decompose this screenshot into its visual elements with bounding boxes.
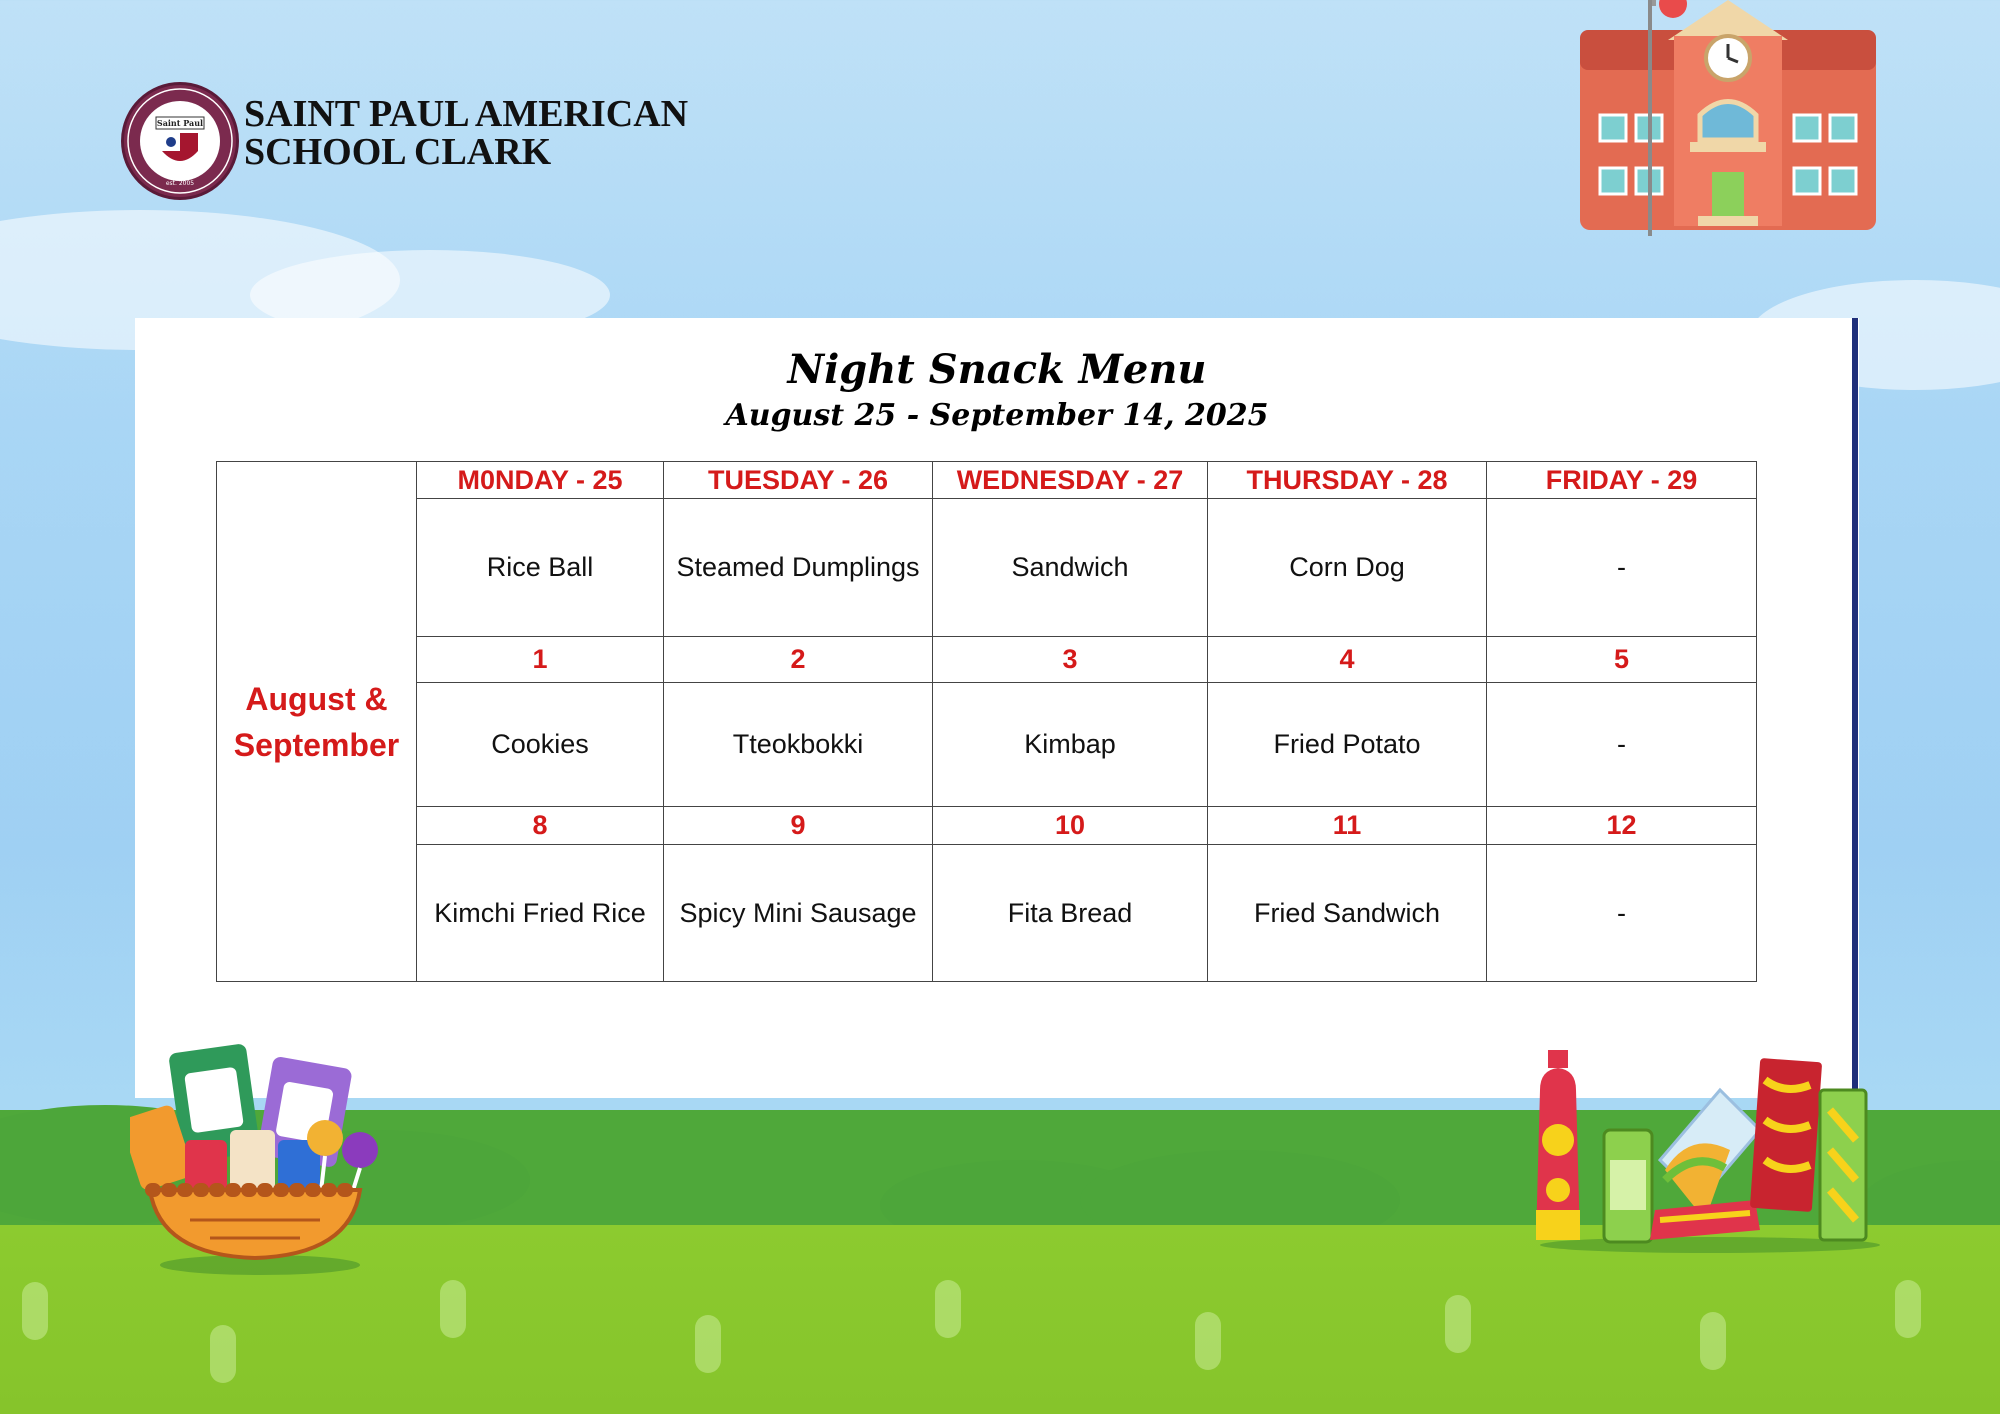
snack-basket-icon <box>130 1040 390 1280</box>
date-cell: 1 <box>417 637 664 683</box>
menu-item: Fried Sandwich <box>1208 845 1487 982</box>
menu-item: - <box>1487 683 1757 807</box>
day-header: TUESDAY - 26 <box>664 462 933 499</box>
grass-dash <box>440 1280 466 1338</box>
snacks-drinks-icon <box>1530 1050 1880 1260</box>
menu-item: - <box>1487 499 1757 637</box>
grass-dash <box>1700 1312 1726 1370</box>
menu-item: Kimchi Fried Rice <box>417 845 664 982</box>
svg-text:est. 2005: est. 2005 <box>165 180 195 187</box>
day-header: M0NDAY - 25 <box>417 462 664 499</box>
menu-item: Fita Bread <box>933 845 1208 982</box>
menu-item: Cookies <box>417 683 664 807</box>
day-header: WEDNESDAY - 27 <box>933 462 1208 499</box>
svg-text:Saint Paul: Saint Paul <box>156 118 204 128</box>
grass-dash <box>935 1280 961 1338</box>
table-row <box>217 683 1757 807</box>
grass-dash <box>1895 1280 1921 1338</box>
table-row <box>217 499 1757 637</box>
date-cell: 10 <box>933 807 1208 845</box>
menu-title: Night Snack Menu <box>787 346 1207 393</box>
menu-subtitle: August 25 - September 14, 2025 <box>725 398 1269 433</box>
menu-item: Fried Potato <box>1208 683 1487 807</box>
date-cell: 4 <box>1208 637 1487 683</box>
date-cell: 3 <box>933 637 1208 683</box>
month-label <box>217 462 417 982</box>
grass-dash <box>1445 1295 1471 1353</box>
menu-card <box>135 318 1859 1098</box>
day-header: THURSDAY - 28 <box>1208 462 1487 499</box>
menu-item: Corn Dog <box>1208 499 1487 637</box>
date-cell: 11 <box>1208 807 1487 845</box>
day-header: FRIDAY - 29 <box>1487 462 1757 499</box>
menu-item: Rice Ball <box>417 499 664 637</box>
date-cell: 8 <box>417 807 664 845</box>
school-name-line1: SAINT PAUL AMERICAN <box>244 93 689 135</box>
menu-item: Sandwich <box>933 499 1208 637</box>
date-cell: 12 <box>1487 807 1757 845</box>
school-name <box>244 95 688 171</box>
grass-dash <box>22 1282 48 1340</box>
card-edge <box>1852 318 1858 1098</box>
month-label-line2: September <box>233 726 400 763</box>
menu-item: - <box>1487 845 1757 982</box>
grass-dash <box>210 1325 236 1383</box>
menu-item: Spicy Mini Sausage <box>664 845 933 982</box>
grass-dash <box>1195 1312 1221 1370</box>
table-row <box>217 462 1757 499</box>
school-building-icon <box>1578 0 1878 240</box>
school-name-line2: SCHOOL CLARK <box>244 131 552 173</box>
menu-item: Tteokbokki <box>664 683 933 807</box>
menu-item: Steamed Dumplings <box>664 499 933 637</box>
date-cell: 9 <box>664 807 933 845</box>
table-row <box>217 637 1757 683</box>
date-cell: 5 <box>1487 637 1757 683</box>
table-row <box>217 807 1757 845</box>
date-cell: 2 <box>664 637 933 683</box>
menu-table <box>216 461 1757 982</box>
grass-dash <box>695 1315 721 1373</box>
table-row <box>217 845 1757 982</box>
menu-item: Kimbap <box>933 683 1208 807</box>
school-seal-icon <box>121 82 239 200</box>
month-label-line1: August & <box>245 680 388 717</box>
